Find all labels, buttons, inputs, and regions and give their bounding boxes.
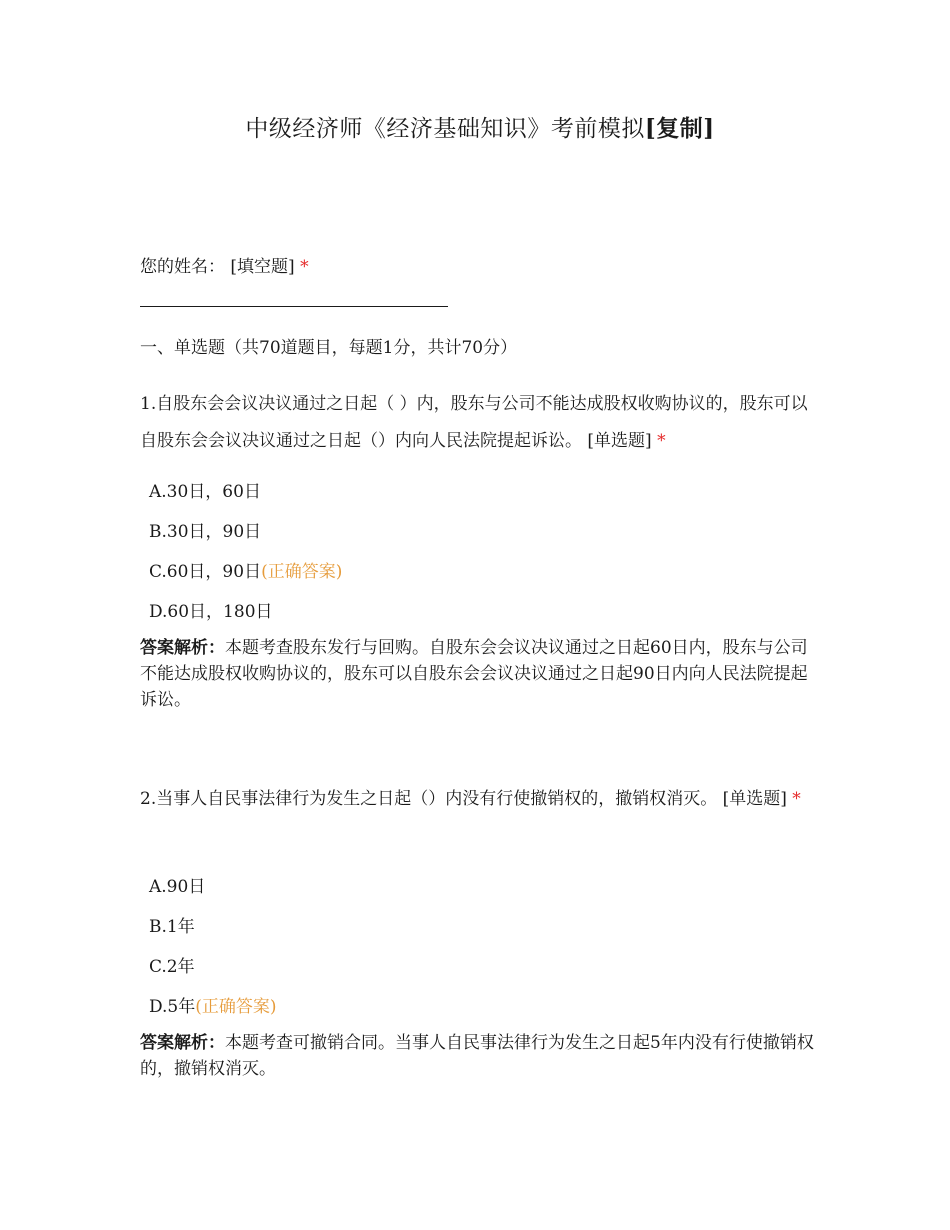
question-1-option-a[interactable] [149, 477, 261, 502]
explanation-text: 本题考查股东发行与回购。自股东会会议决议通过之日起60日内，股东与公司不能达成股权收购协议的，股东可以自股东会会议决议通过之日起90日内向人民法院提起诉讼。 [140, 638, 808, 710]
page-title [140, 110, 820, 143]
question-2-option-b[interactable] [149, 912, 195, 937]
question-1-explanation [140, 635, 820, 713]
required-mark: * [792, 789, 801, 809]
question-2-option-c[interactable] [149, 952, 195, 977]
question-1-option-b[interactable] [149, 517, 261, 542]
option-label: C.60日，90日 [149, 562, 262, 582]
required-mark: * [300, 257, 309, 277]
question-1-text: 1.自股东会会议决议通过之日起（ ）内，股东与公司不能达成股权收购协议的，股东可以自股东会会议决议通过之日起（）内向人民法院提起诉讼。 [140, 394, 808, 451]
question-1-stem [140, 386, 820, 460]
question-2-option-d[interactable] [149, 992, 277, 1017]
question-2-option-a[interactable] [149, 872, 205, 897]
option-label: A.90日 [149, 877, 206, 897]
option-label: D.60日，180日 [149, 602, 273, 622]
page-title-main: 中级经济师《经济基础知识》考前模拟 [245, 116, 645, 142]
question-2-stem [140, 781, 820, 818]
option-label: B.30日，90日 [149, 522, 262, 542]
question-1-type: [单选题] [587, 431, 652, 451]
explanation-label: 答案解析： [140, 1033, 225, 1053]
explanation-text: 本题考查可撤销合同。当事人自民事法律行为发生之日起5年内没有行使撤销权的，撤销权消灭。 [140, 1033, 814, 1079]
option-label: B.1年 [149, 917, 195, 937]
explanation-label: 答案解析： [140, 638, 225, 658]
section-header: 一、单选题（共70道题目，每题1分，共计70分） [140, 338, 518, 358]
question-2-explanation [140, 1030, 820, 1082]
name-question-type: [填空题] [230, 257, 295, 277]
question-1-option-d[interactable] [149, 597, 273, 622]
name-answer-blank[interactable] [140, 306, 448, 307]
correct-answer-tag: (正确答案) [261, 562, 343, 582]
name-question [140, 252, 309, 277]
option-label: D.5年 [149, 997, 196, 1017]
option-label: C.2年 [149, 957, 195, 977]
required-mark: * [657, 431, 666, 451]
option-label: A.30日，60日 [149, 482, 261, 502]
question-1-option-c[interactable] [149, 557, 342, 582]
question-2-type: [单选题] [722, 789, 787, 809]
page-title-suffix: [复制] [644, 115, 715, 142]
question-2-text: 2.当事人自民事法律行为发生之日起（）内没有行使撤销权的，撤销权消灭。 [140, 789, 718, 809]
correct-answer-tag: (正确答案) [195, 997, 277, 1017]
name-question-label: 您的姓名： [140, 257, 225, 277]
